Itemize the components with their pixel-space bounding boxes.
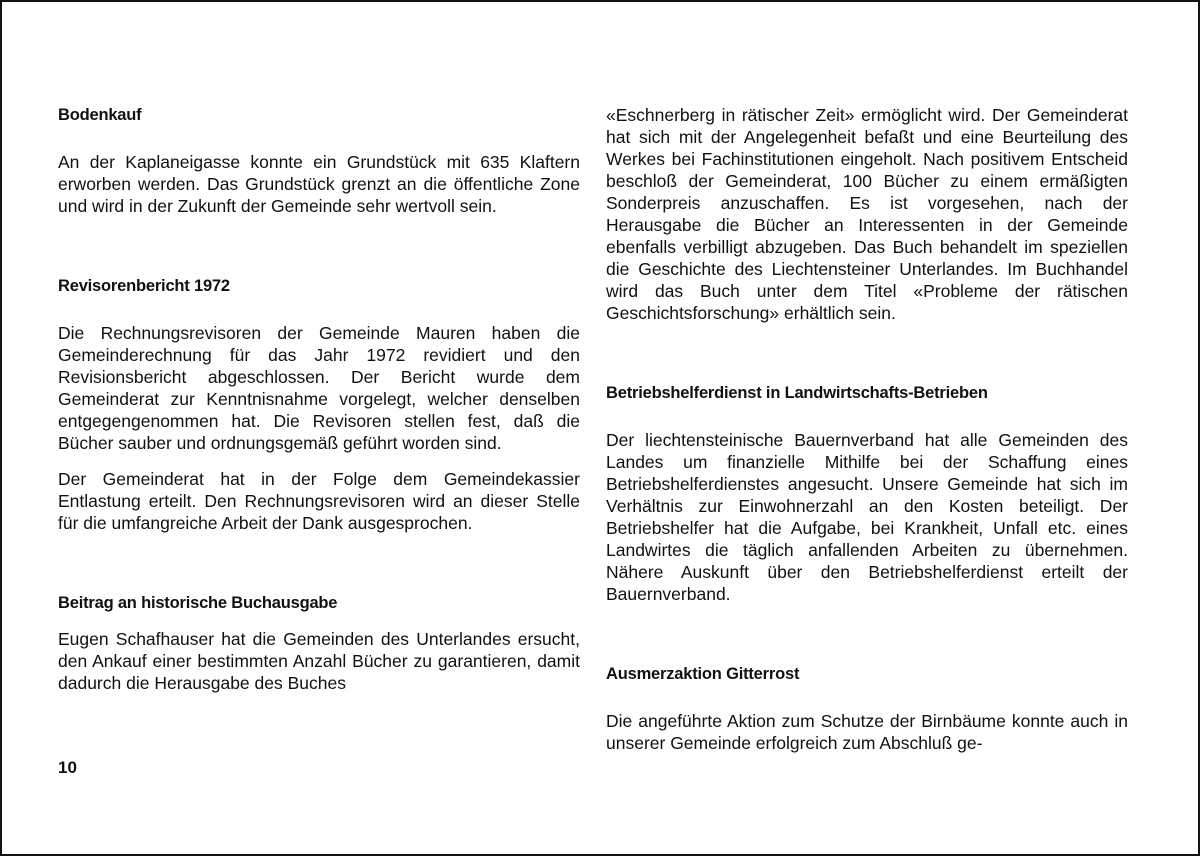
paragraph-bodenkauf: An der Kaplaneigasse konnte ein Grundstück mit 635 Klaftern erworben werden. Das Grundstück grenzt an die öffentliche Zone und wird in der Zukunft der Gemeinde sehr wertvoll sein. [58, 152, 580, 216]
section-heading-gitterrost: Ausmerzaktion Gitterrost [606, 665, 800, 683]
section-heading-revisorenbericht: Revisorenbericht 1972 [58, 277, 230, 295]
paragraph-buchausgabe: Eugen Schafhauser hat die Gemeinden des Unterlandes ersucht, den Ankauf einer bestimmten Anzahl Bücher zu garantieren, damit dadurch die Herausgabe des Buches [58, 629, 580, 693]
section-heading-bodenkauf: Bodenkauf [58, 106, 142, 124]
paragraph-buchausgabe-continuation: «Eschnerberg in rätischer Zeit» ermöglicht wird. Der Gemeinderat hat sich mit der Angelegenheit befaßt und eine Beurteilung des Werkes bei Fachinstitutionen eingeholt. Nach positivem Entscheid beschloß der Gemeinderat, 100 Bücher zu einem ermäßigten Sonderpreis anzuschaffen. Es ist vorgesehen, nach der Herausgabe die Bücher an Interessenten in der Gemeinde ebenfalls verbilligt abzugeben. Das Buch behandelt im speziellen die Geschichte des Liechtensteiner Unterlandes. Im Buchhandel wird das Buch unter dem Titel «Probleme der rätischen Geschichtsforschung» erhältlich sein. [606, 105, 1128, 323]
paragraph-revisorenbericht-1: Die Rechnungsrevisoren der Gemeinde Mauren haben die Gemeinderechnung für das Jahr 1972 revidiert und den Revisionsbericht abgeschlossen. Der Bericht wurde dem Gemeinderat zur Kenntnisnahme vorgelegt, welcher denselben entgegengenommen hat. Die Revisoren stellen fest, daß die Bücher sauber und ordnungsgemäß geführt worden sind. [58, 323, 580, 453]
paragraph-gitterrost: Die angeführte Aktion zum Schutze der Birnbäume konnte auch in unserer Gemeinde erfolgreich zum Abschluß ge- [606, 711, 1128, 753]
paragraph-revisorenbericht-2: Der Gemeinderat hat in der Folge dem Gemeindekassier Entlastung erteilt. Den Rechnungsrevisoren wird an dieser Stelle für die umfangreiche Arbeit der Dank ausgesprochen. [58, 469, 580, 533]
paragraph-betriebshelferdienst: Der liechtensteinische Bauernverband hat alle Gemeinden des Landes um finanzielle Mithilfe bei der Schaffung eines Betriebshelferdienstes angesucht. Unsere Gemeinde hat sich im Verhältnis zur Einwohnerzahl an den Kosten beteiligt. Der Betriebshelfer hat die Aufgabe, bei Krankheit, Unfall etc. eines Landwirtes die täglich anfallenden Arbeiten zu übernehmen. Nähere Auskunft über den Betriebshelferdienst erteilt der Bauernverband. [606, 430, 1128, 604]
left-column [58, 104, 580, 694]
page-number: 10 [58, 758, 77, 777]
right-column [606, 104, 1128, 754]
section-heading-buchausgabe: Beitrag an historische Buchausgabe [58, 594, 338, 612]
section-heading-betriebshelferdienst: Betriebshelferdienst in Landwirtschafts-Betrieben [606, 384, 988, 402]
